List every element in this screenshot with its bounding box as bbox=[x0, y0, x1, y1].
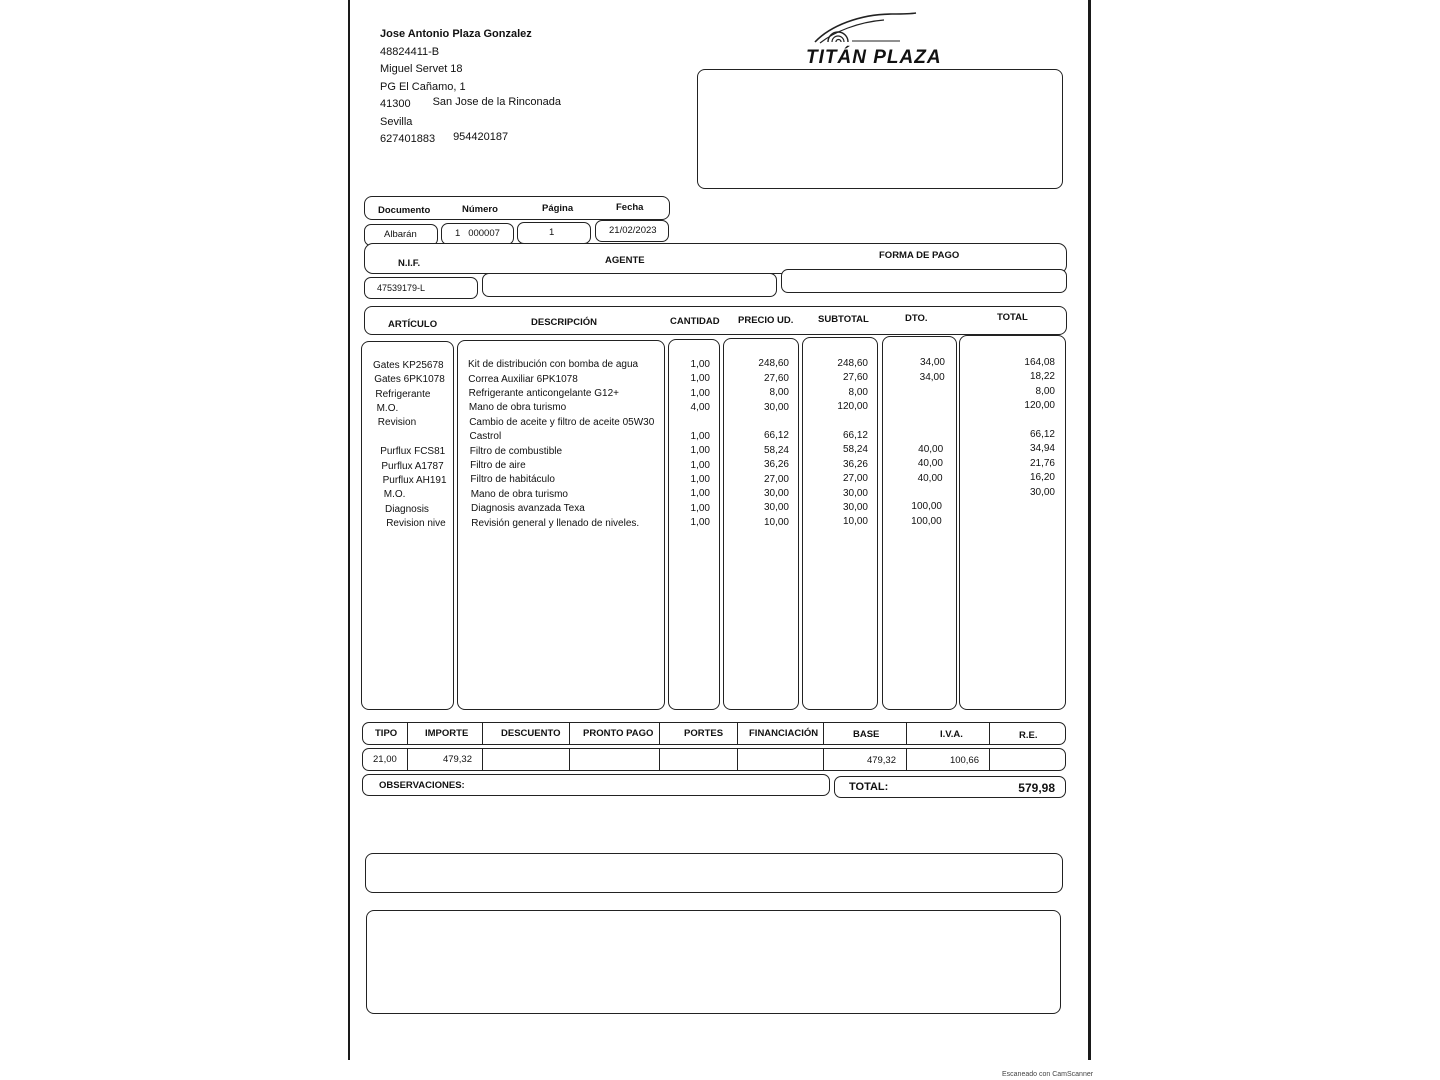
summary-divider bbox=[989, 723, 990, 744]
sender-street: Miguel Servet 18 bbox=[380, 63, 463, 75]
line-descripcion: Filtro de aire bbox=[470, 460, 526, 472]
summary-divider bbox=[407, 723, 408, 744]
label-numero: Número bbox=[462, 204, 498, 215]
label-pagina: Página bbox=[542, 203, 574, 214]
line-dto: 100,00 bbox=[911, 515, 942, 527]
sender-industrial-estate: PG El Cañamo, 1 bbox=[380, 80, 466, 93]
customer-address-box bbox=[697, 69, 1063, 189]
line-descripcion: Cambio de aceite y filtro de aceite 05W30 bbox=[469, 416, 655, 428]
line-total: 30,00 bbox=[1029, 486, 1055, 498]
line-subtotal: 66,12 bbox=[842, 429, 868, 441]
line-descripcion: Kit de distribución con bomba de agua bbox=[468, 359, 639, 371]
summary-value-tipo: 21,00 bbox=[373, 754, 397, 765]
summary-label-base: BASE bbox=[853, 729, 880, 740]
sender-phones-row bbox=[380, 131, 561, 149]
line-total: 66,12 bbox=[1029, 429, 1055, 440]
line-precio: 30,00 bbox=[763, 502, 789, 514]
line-articulo: M.O. bbox=[383, 489, 406, 501]
line-cantidad: 1,00 bbox=[690, 488, 710, 500]
doc-type-value: Albarán bbox=[384, 229, 417, 240]
header-cantidad: CANTIDAD bbox=[670, 316, 720, 327]
line-cantidad: 1,00 bbox=[690, 517, 710, 529]
doc-page-value: 1 bbox=[549, 227, 555, 238]
summary-divider bbox=[569, 723, 570, 744]
summary-divider bbox=[906, 723, 907, 744]
line-dto: 34,00 bbox=[919, 357, 945, 369]
line-articulo: Diagnosis bbox=[385, 503, 429, 515]
forma-pago-field bbox=[781, 269, 1067, 293]
line-articulo: Purflux FCS81 bbox=[380, 446, 446, 458]
line-dto: 100,00 bbox=[911, 501, 942, 513]
header-articulo: ARTÍCULO bbox=[388, 319, 438, 330]
summary-value-base: 479,32 bbox=[866, 755, 896, 766]
observaciones-label: OBSERVACIONES: bbox=[379, 780, 465, 791]
line-total: 16,20 bbox=[1029, 472, 1055, 484]
line-dto: 34,00 bbox=[919, 371, 945, 383]
line-articulo: Refrigerante bbox=[375, 388, 431, 400]
line-precio: 66,12 bbox=[763, 430, 789, 442]
sender-phone-1: 627401883 bbox=[380, 133, 436, 145]
line-subtotal: 36,26 bbox=[842, 458, 868, 470]
sender-locality-row bbox=[380, 96, 561, 114]
line-descripcion: Mano de obra turismo bbox=[468, 402, 567, 414]
summary-label-iva: I.V.A. bbox=[940, 729, 963, 740]
line-precio: 30,00 bbox=[763, 487, 789, 499]
summary-divider bbox=[906, 749, 907, 770]
header-total: TOTAL bbox=[997, 312, 1028, 323]
line-subtotal: 30,00 bbox=[842, 501, 868, 513]
line-cantidad: 1,00 bbox=[690, 459, 710, 471]
line-subtotal: 248,60 bbox=[837, 357, 868, 369]
line-articulo: Revision nive bbox=[386, 518, 446, 530]
label-documento: Documento bbox=[378, 205, 431, 216]
notes-box bbox=[365, 853, 1063, 893]
summary-divider bbox=[823, 749, 824, 770]
line-articulo: Purflux A1787 bbox=[381, 460, 444, 472]
line-articulo: M.O. bbox=[376, 402, 399, 414]
line-dto: 40,00 bbox=[918, 443, 944, 455]
header-dto: DTO. bbox=[905, 313, 928, 324]
line-subtotal: 30,00 bbox=[842, 487, 868, 499]
line-descripcion: Refrigerante anticongelante G12+ bbox=[468, 388, 619, 400]
sender-province: Sevilla bbox=[380, 115, 413, 128]
line-total: 120,00 bbox=[1024, 400, 1055, 412]
sender-phone-2: 954420187 bbox=[453, 131, 509, 143]
line-cantidad: 1,00 bbox=[690, 387, 710, 399]
sender-nif: 48824411-B bbox=[380, 45, 440, 58]
doc-number-value: 1 000007 bbox=[455, 228, 500, 239]
line-descripcion: Revisión general y llenado de niveles. bbox=[471, 517, 640, 529]
sender-name: Jose Antonio Plaza Gonzalez bbox=[380, 28, 532, 40]
summary-divider bbox=[737, 723, 738, 744]
line-precio: 30,00 bbox=[763, 401, 789, 413]
nif-value: 47539179-L bbox=[377, 283, 426, 293]
label-agente: AGENTE bbox=[605, 255, 645, 266]
line-precio: 8,00 bbox=[769, 387, 789, 399]
line-cantidad: 1,00 bbox=[690, 373, 710, 385]
line-cantidad: 1,00 bbox=[690, 430, 710, 442]
line-cantidad: 1,00 bbox=[690, 474, 710, 485]
summary-label-financiacion: FINANCIACIÓN bbox=[749, 728, 819, 739]
doc-date-value: 21/02/2023 bbox=[609, 225, 657, 236]
line-cantidad: 4,00 bbox=[690, 402, 710, 413]
summary-label-portes: PORTES bbox=[684, 728, 724, 739]
summary-label-descuento: DESCUENTO bbox=[501, 728, 561, 739]
summary-label-tipo: TIPO bbox=[375, 728, 398, 739]
line-subtotal: 10,00 bbox=[842, 516, 868, 528]
line-descripcion: Filtro de habitáculo bbox=[470, 474, 555, 486]
line-descripcion: Diagnosis avanzada Texa bbox=[471, 503, 585, 515]
summary-divider bbox=[659, 723, 660, 744]
line-articulo: Revision bbox=[377, 417, 417, 429]
line-precio: 27,00 bbox=[763, 473, 789, 485]
summary-divider bbox=[989, 749, 990, 770]
header-subtotal: SUBTOTAL bbox=[818, 314, 869, 325]
line-precio: 36,26 bbox=[763, 459, 789, 471]
sender-postal-code: 41300 bbox=[380, 98, 411, 110]
agente-field bbox=[482, 273, 777, 297]
total-label: TOTAL: bbox=[849, 781, 889, 793]
line-precio: 58,24 bbox=[763, 444, 789, 456]
brand-name: TITÁN PLAZA bbox=[806, 47, 942, 68]
summary-divider bbox=[823, 723, 824, 744]
line-descripcion: Mano de obra turismo bbox=[470, 488, 568, 500]
page-edge-left bbox=[348, 0, 350, 1060]
conditions-box bbox=[366, 910, 1061, 1014]
summary-divider bbox=[659, 749, 660, 770]
line-descripcion: Castrol bbox=[469, 431, 502, 443]
sender-block bbox=[380, 26, 561, 149]
line-total: 21,76 bbox=[1029, 457, 1055, 469]
line-subtotal: 27,00 bbox=[842, 473, 868, 485]
summary-value-importe: 479,32 bbox=[442, 754, 472, 765]
line-total: 34,94 bbox=[1029, 443, 1055, 455]
total-value: 579,98 bbox=[1018, 781, 1055, 795]
sender-city: San Jose de la Rinconada bbox=[432, 96, 562, 108]
summary-value-iva: 100,66 bbox=[949, 755, 979, 766]
summary-label-importe: IMPORTE bbox=[425, 728, 469, 739]
line-precio: 27,60 bbox=[763, 372, 789, 384]
line-precio: 10,00 bbox=[763, 516, 789, 528]
scanner-watermark: Escaneado con CamScanner bbox=[1002, 1071, 1094, 1078]
line-cantidad: 1,00 bbox=[690, 358, 710, 370]
summary-divider bbox=[569, 749, 570, 770]
summary-divider bbox=[482, 749, 483, 770]
summary-label-re: R.E. bbox=[1019, 730, 1038, 741]
line-subtotal: 8,00 bbox=[848, 386, 868, 398]
line-subtotal: 58,24 bbox=[842, 444, 868, 456]
line-dto: 40,00 bbox=[917, 472, 943, 484]
summary-label-pronto-pago: PRONTO PAGO bbox=[583, 728, 654, 739]
line-descripcion: Filtro de combustible bbox=[469, 445, 563, 457]
summary-divider bbox=[407, 749, 408, 770]
header-descripcion: DESCRIPCIÓN bbox=[531, 317, 597, 328]
line-cantidad: 1,00 bbox=[690, 502, 710, 514]
line-articulo: Purflux AH191 bbox=[382, 474, 447, 486]
line-articulo: Gates 6PK1078 bbox=[374, 374, 445, 386]
line-total: 164,08 bbox=[1024, 357, 1055, 368]
summary-divider bbox=[482, 723, 483, 744]
line-descripcion: Correa Auxiliar 6PK1078 bbox=[468, 373, 578, 385]
line-total: 8,00 bbox=[1035, 385, 1055, 397]
line-dto: 40,00 bbox=[917, 458, 943, 470]
line-subtotal: 120,00 bbox=[837, 401, 868, 413]
header-precio: PRECIO UD. bbox=[738, 315, 794, 326]
line-precio: 248,60 bbox=[758, 358, 789, 370]
label-fecha: Fecha bbox=[616, 202, 644, 213]
summary-divider bbox=[737, 749, 738, 770]
page-edge-right bbox=[1088, 0, 1091, 1060]
line-cantidad: 1,00 bbox=[690, 445, 710, 457]
line-articulo: Gates KP25678 bbox=[373, 359, 444, 371]
label-nif: N.I.F. bbox=[398, 258, 421, 269]
label-forma-pago: FORMA DE PAGO bbox=[879, 250, 960, 261]
line-total: 18,22 bbox=[1029, 371, 1055, 383]
line-subtotal: 27,60 bbox=[842, 372, 868, 384]
